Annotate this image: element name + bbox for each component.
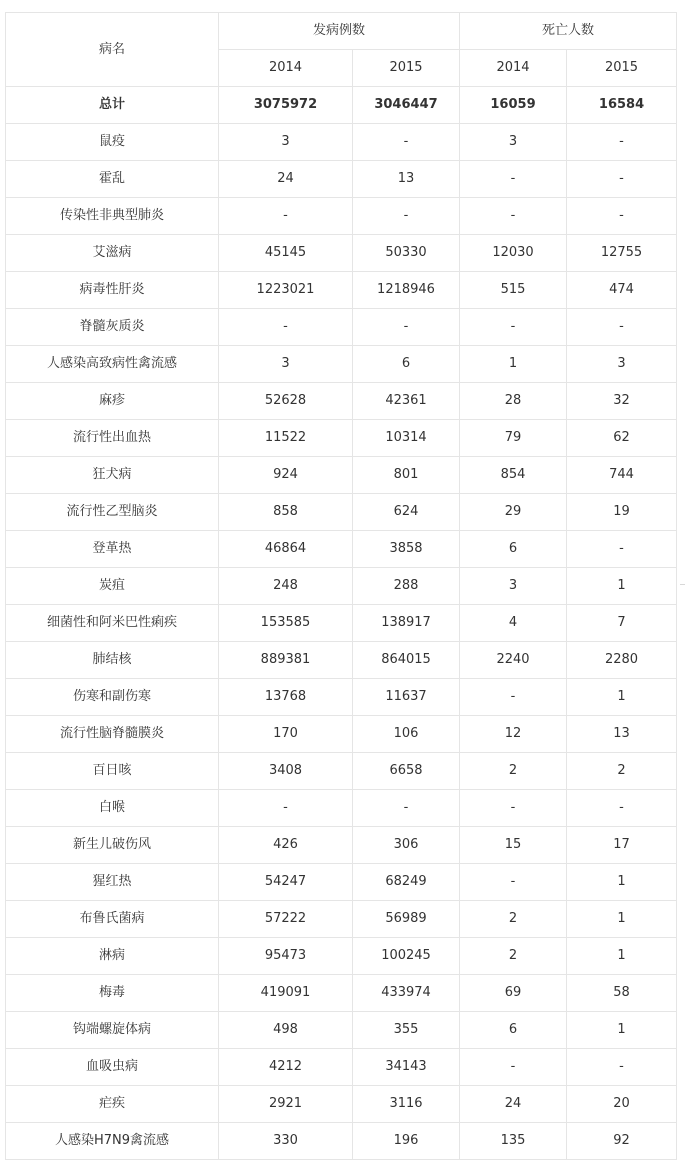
- total-deaths-2014: 16059: [460, 87, 567, 124]
- disease-name-cell: 淋病: [6, 938, 219, 975]
- deaths-2015-cell: 1: [567, 1012, 677, 1049]
- disease-name-cell: 流行性脑脊髓膜炎: [6, 716, 219, 753]
- disease-name-cell: 鼠疫: [6, 124, 219, 161]
- table-row: [6, 679, 677, 716]
- deaths-2014-header: 2014: [460, 50, 567, 87]
- cases-2014-cell: 889381: [219, 642, 353, 679]
- table-row: [6, 383, 677, 420]
- deaths-2014-cell: 3: [460, 124, 567, 161]
- disease-name-cell: 狂犬病: [6, 457, 219, 494]
- deaths-2014-cell: -: [460, 161, 567, 198]
- deaths-2015-cell: 92: [567, 1123, 677, 1160]
- cases-2014-cell: 248: [219, 568, 353, 605]
- disease-name-cell: 麻疹: [6, 383, 219, 420]
- disease-name-cell: 布鲁氏菌病: [6, 901, 219, 938]
- cases-2014-cell: 419091: [219, 975, 353, 1012]
- cases-2015-cell: 355: [353, 1012, 460, 1049]
- cases-2014-cell: 426: [219, 827, 353, 864]
- cases-2015-cell: -: [353, 198, 460, 235]
- deaths-2015-cell: 1: [567, 568, 677, 605]
- disease-name-cell: 细菌性和阿米巴性痢疾: [6, 605, 219, 642]
- disease-name-cell: 炭疽: [6, 568, 219, 605]
- cases-2015-cell: 801: [353, 457, 460, 494]
- disease-statistics-table: [5, 12, 677, 1160]
- deaths-2015-cell: -: [567, 198, 677, 235]
- table-row: [6, 568, 677, 605]
- cases-2014-cell: -: [219, 198, 353, 235]
- cases-2015-cell: 100245: [353, 938, 460, 975]
- cases-2014-cell: 153585: [219, 605, 353, 642]
- disease-name-cell: 人感染高致病性禽流感: [6, 346, 219, 383]
- cases-2015-cell: 3858: [353, 531, 460, 568]
- deaths-2015-cell: 1: [567, 938, 677, 975]
- table-row: [6, 420, 677, 457]
- deaths-2015-cell: 1: [567, 679, 677, 716]
- cases-2014-cell: 3: [219, 124, 353, 161]
- cases-2014-cell: 1223021: [219, 272, 353, 309]
- table-row: [6, 1123, 677, 1160]
- cases-2015-cell: -: [353, 790, 460, 827]
- cases-2014-header: 2014: [219, 50, 353, 87]
- deaths-2014-cell: 28: [460, 383, 567, 420]
- cases-2014-cell: 54247: [219, 864, 353, 901]
- deaths-2015-cell: -: [567, 1049, 677, 1086]
- disease-name-cell: 钩端螺旋体病: [6, 1012, 219, 1049]
- table-row: [6, 753, 677, 790]
- total-label: 总计: [6, 87, 219, 124]
- cases-2015-header: 2015: [353, 50, 460, 87]
- cases-2014-cell: 170: [219, 716, 353, 753]
- deaths-2014-cell: 69: [460, 975, 567, 1012]
- deaths-2014-cell: 3: [460, 568, 567, 605]
- disease-name-cell: 猩红热: [6, 864, 219, 901]
- deaths-2014-cell: 79: [460, 420, 567, 457]
- total-row: [6, 87, 677, 124]
- disease-name-cell: 人感染H7N9禽流感: [6, 1123, 219, 1160]
- deaths-group-header: 死亡人数: [460, 13, 677, 50]
- table-row: [6, 864, 677, 901]
- deaths-2014-cell: 2: [460, 753, 567, 790]
- deaths-2015-cell: 19: [567, 494, 677, 531]
- disease-name-cell: 流行性乙型脑炎: [6, 494, 219, 531]
- cases-2014-cell: 498: [219, 1012, 353, 1049]
- table-row: [6, 975, 677, 1012]
- cases-2015-cell: 11637: [353, 679, 460, 716]
- disease-name-cell: 霍乱: [6, 161, 219, 198]
- deaths-2015-header: 2015: [567, 50, 677, 87]
- disease-name-cell: 新生儿破伤风: [6, 827, 219, 864]
- deaths-2015-cell: -: [567, 124, 677, 161]
- deaths-2014-cell: 515: [460, 272, 567, 309]
- table-row: [6, 1012, 677, 1049]
- disease-name-cell: 血吸虫病: [6, 1049, 219, 1086]
- cases-2014-cell: 858: [219, 494, 353, 531]
- disease-name-cell: 百日咳: [6, 753, 219, 790]
- deaths-2014-cell: 1: [460, 346, 567, 383]
- table-body: [6, 13, 677, 1160]
- total-cases-2014: 3075972: [219, 87, 353, 124]
- deaths-2014-cell: 6: [460, 1012, 567, 1049]
- deaths-2014-cell: 24: [460, 1086, 567, 1123]
- table-row: [6, 235, 677, 272]
- cases-2015-cell: 10314: [353, 420, 460, 457]
- cases-2015-cell: 42361: [353, 383, 460, 420]
- deaths-2015-cell: 62: [567, 420, 677, 457]
- cases-2015-cell: 56989: [353, 901, 460, 938]
- deaths-2015-cell: 32: [567, 383, 677, 420]
- cases-2014-cell: -: [219, 309, 353, 346]
- cases-2014-cell: 2921: [219, 1086, 353, 1123]
- deaths-2015-cell: 744: [567, 457, 677, 494]
- cases-2015-cell: 106: [353, 716, 460, 753]
- cases-2015-cell: 68249: [353, 864, 460, 901]
- cases-2014-cell: 95473: [219, 938, 353, 975]
- deaths-2014-cell: 29: [460, 494, 567, 531]
- cases-2015-cell: 433974: [353, 975, 460, 1012]
- cases-2014-cell: 52628: [219, 383, 353, 420]
- cases-2014-cell: 3408: [219, 753, 353, 790]
- deaths-2015-cell: 17: [567, 827, 677, 864]
- deaths-2015-cell: 58: [567, 975, 677, 1012]
- group-header-row: [6, 13, 677, 50]
- deaths-2014-cell: 15: [460, 827, 567, 864]
- cases-2015-cell: -: [353, 124, 460, 161]
- table-row: [6, 642, 677, 679]
- cases-2015-cell: 138917: [353, 605, 460, 642]
- deaths-2015-cell: 2: [567, 753, 677, 790]
- cases-2014-cell: 13768: [219, 679, 353, 716]
- total-cases-2015: 3046447: [353, 87, 460, 124]
- cases-2015-cell: 1218946: [353, 272, 460, 309]
- table-row: [6, 531, 677, 568]
- table-row: [6, 605, 677, 642]
- deaths-2015-cell: 3: [567, 346, 677, 383]
- disease-name-cell: 脊髓灰质炎: [6, 309, 219, 346]
- cases-2014-cell: 57222: [219, 901, 353, 938]
- cases-2014-cell: 330: [219, 1123, 353, 1160]
- disease-name-cell: 传染性非典型肺炎: [6, 198, 219, 235]
- deaths-2014-cell: 135: [460, 1123, 567, 1160]
- cases-2014-cell: 4212: [219, 1049, 353, 1086]
- deaths-2015-cell: 2280: [567, 642, 677, 679]
- deaths-2014-cell: 4: [460, 605, 567, 642]
- table-row: [6, 457, 677, 494]
- disease-name-cell: 肺结核: [6, 642, 219, 679]
- cases-2015-cell: 196: [353, 1123, 460, 1160]
- deaths-2015-cell: 1: [567, 901, 677, 938]
- total-deaths-2015: 16584: [567, 87, 677, 124]
- cases-2014-cell: 24: [219, 161, 353, 198]
- deaths-2014-cell: -: [460, 309, 567, 346]
- disease-name-cell: 白喉: [6, 790, 219, 827]
- deaths-2015-cell: 1: [567, 864, 677, 901]
- disease-name-cell: 病毒性肝炎: [6, 272, 219, 309]
- deaths-2014-cell: 2: [460, 938, 567, 975]
- disease-name-cell: 伤寒和副伤寒: [6, 679, 219, 716]
- cases-2015-cell: 288: [353, 568, 460, 605]
- cases-2015-cell: 624: [353, 494, 460, 531]
- deaths-2015-cell: -: [567, 161, 677, 198]
- table-row: [6, 901, 677, 938]
- deaths-2015-cell: 13: [567, 716, 677, 753]
- disease-name-cell: 梅毒: [6, 975, 219, 1012]
- deaths-2014-cell: -: [460, 1049, 567, 1086]
- cases-2015-cell: 50330: [353, 235, 460, 272]
- table-row: [6, 938, 677, 975]
- disease-name-cell: 流行性出血热: [6, 420, 219, 457]
- table-row: [6, 790, 677, 827]
- disease-name-cell: 艾滋病: [6, 235, 219, 272]
- table-row: [6, 124, 677, 161]
- table-row: [6, 161, 677, 198]
- disease-name-cell: 登革热: [6, 531, 219, 568]
- cases-2015-cell: 6658: [353, 753, 460, 790]
- table-row: [6, 198, 677, 235]
- deaths-2014-cell: -: [460, 790, 567, 827]
- cases-2015-cell: 13: [353, 161, 460, 198]
- table-row: [6, 1049, 677, 1086]
- table-row: [6, 309, 677, 346]
- table-row: [6, 494, 677, 531]
- deaths-2014-cell: 12030: [460, 235, 567, 272]
- deaths-2015-cell: -: [567, 790, 677, 827]
- deaths-2014-cell: 2240: [460, 642, 567, 679]
- table-row: [6, 272, 677, 309]
- deaths-2015-cell: 7: [567, 605, 677, 642]
- table-row: [6, 716, 677, 753]
- disease-name-cell: 疟疾: [6, 1086, 219, 1123]
- cases-2014-cell: 924: [219, 457, 353, 494]
- cases-2015-cell: 34143: [353, 1049, 460, 1086]
- deaths-2014-cell: -: [460, 679, 567, 716]
- cases-2015-cell: 3116: [353, 1086, 460, 1123]
- table-row: [6, 1086, 677, 1123]
- deaths-2015-cell: 12755: [567, 235, 677, 272]
- deaths-2014-cell: 2: [460, 901, 567, 938]
- deaths-2014-cell: -: [460, 198, 567, 235]
- deaths-2014-cell: 6: [460, 531, 567, 568]
- cases-2014-cell: 45145: [219, 235, 353, 272]
- deaths-2015-cell: 474: [567, 272, 677, 309]
- cases-2014-cell: 46864: [219, 531, 353, 568]
- table-row: [6, 346, 677, 383]
- disease-name-header: 病名: [6, 13, 219, 87]
- deaths-2014-cell: 12: [460, 716, 567, 753]
- cases-group-header: 发病例数: [219, 13, 460, 50]
- cases-2014-cell: -: [219, 790, 353, 827]
- cases-2015-cell: -: [353, 309, 460, 346]
- cases-2014-cell: 3: [219, 346, 353, 383]
- cases-2015-cell: 306: [353, 827, 460, 864]
- deaths-2014-cell: -: [460, 864, 567, 901]
- deaths-2015-cell: 20: [567, 1086, 677, 1123]
- edge-mark: [680, 584, 685, 585]
- table-row: [6, 827, 677, 864]
- deaths-2015-cell: -: [567, 531, 677, 568]
- cases-2015-cell: 6: [353, 346, 460, 383]
- deaths-2014-cell: 854: [460, 457, 567, 494]
- deaths-2015-cell: -: [567, 309, 677, 346]
- cases-2014-cell: 11522: [219, 420, 353, 457]
- cases-2015-cell: 864015: [353, 642, 460, 679]
